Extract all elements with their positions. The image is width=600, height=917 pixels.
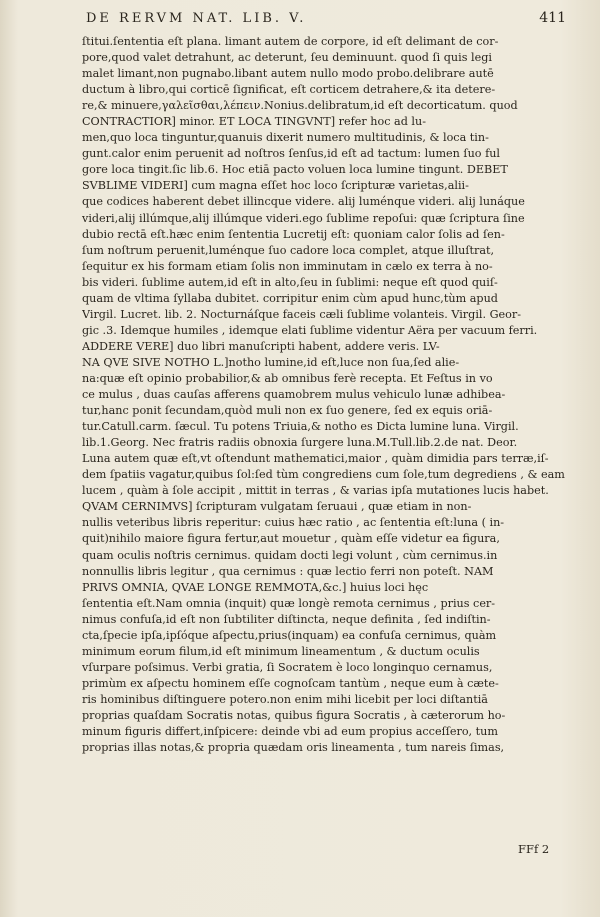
text-line: tur.Catull.carm. ſæcul. Tu potens Triuia,& notho es Dicta lumine luna. Virgil. (82, 420, 519, 434)
text-line: SVBLIME VIDERI] cum magna eſſet hoc loco ſcripturæ varietas,alii- (82, 179, 469, 193)
text-line: que codices haberent debet illincque videre. alij luménque videri. alij lunáque (82, 195, 525, 209)
text-line: re,& minuere,γαλεῖσθαι,λέπειν.Nonius.delibratum,id eſt decorticatum. quod (82, 99, 518, 113)
text-line: proprias quaſdam Socratis notas, quibus figura Socratis , à cæterorum ho- (82, 708, 506, 722)
text-line: dem ſpatiis vagatur,quibus ſol:ſed tùm congrediens cum ſole,tum degrediens , & eam (82, 468, 565, 482)
text-line: men,quo loca tinguntur,quanuis dixerit numero multitudinis, & loca tin- (82, 131, 489, 145)
text-line: ſum noſtrum peruenit,luménque ſuo cadore loca complet, atque illuſtrat, (82, 243, 495, 257)
text-line: gic .3. Idemque humiles , idemque elati ſublime videntur Aëra per vacuum ferri. (82, 323, 538, 337)
text-line: lucem , quàm à ſole accipit , mittit in terras , & varias ipſa mutationes lucis habet. (82, 484, 549, 498)
running-title: DE RERVM NAT. LIB. V. (86, 11, 307, 26)
text-line: quam oculis noſtris cernimus. quidam docti legi volunt , cùm cernimus.in (82, 548, 498, 562)
signature-mark: FFf 2 (518, 842, 550, 856)
text-line: minum figuris differt,inſpicere: deinde vbi ad eum propius acceſſero, tum (82, 725, 498, 739)
text-line: ris hominibus diſtinguere potero.non enim mihi licebit per loci diſtantiā (82, 692, 488, 706)
page-number: 411 (539, 10, 566, 26)
text-line: vſurpare poſsimus. Verbi gratia, ſi Socratem è loco longinquo cernamus, (82, 660, 493, 674)
text-line: quit)nihilo maiore figura fertur,aut mouetur , quàm eſſe videtur ea figura, (82, 532, 500, 546)
text-line: videri,alij illúmque,alij illúmque videri.ego ſublime repoſui: quæ ſcriptura ſine (82, 211, 525, 225)
text-line: cta,ſpecie ipſa,ipſóque aſpectu,prius(inquam) ea confuſa cernimus, quàm (82, 628, 497, 642)
text-line: ce mulus , duas cauſas afferens quamobrem mulus vehiculo lunæ adhibea- (82, 388, 506, 402)
text-line: nullis veteribus libris reperitur: cuius hæc ratio , ac ſententia eſt:luna ( in- (82, 516, 505, 530)
text-line: primùm ex aſpectu hominem eſſe cognoſcam tantùm , neque eum à cæte- (82, 676, 499, 690)
text-line: tur,hanc ponit ſecundam,quòd muli non ex ſuo genere, ſed ex equis oriā- (82, 404, 493, 418)
text-line: quam de vltima ſyllaba dubitet. corripitur enim cùm apud hunc,tùm apud (82, 291, 498, 305)
text-line: nimus confuſa,id eſt non ſubtiliter diſtincta, neque definita , ſed indiſtin- (82, 612, 491, 626)
text-line: proprias illas notas,& propria quædam oris lineamenta , tum nareis ſimas, (82, 741, 505, 755)
text-line: ductum à libro,qui corticē ſignificat, eſt corticem detrahere,& ita detere- (82, 83, 496, 97)
text-line: Luna autem quæ eſt,vt oſtendunt mathematici,maior , quàm dimidia pars terræ,iſ- (82, 452, 549, 466)
text-line: na:quæ eſt opinio probabilior,& ab omnibus ferè recepta. Et Feſtus in vo (82, 371, 493, 385)
text-line: malet limant,non pugnabo.libant autem nullo modo probo.delibrare autē (82, 67, 494, 81)
text-line: ſtitui.ſententia eſt plana. limant autem de corpore, id eſt delimant de cor- (82, 35, 499, 48)
text-line: ſententia eſt.Nam omnia (inquit) quæ longè remota cernimus , prius cer- (82, 596, 496, 610)
text-line: Virgil. Lucret. lib. 2. Nocturnáſque faceis cæli ſublime volanteis. Virgil. Geor- (82, 307, 522, 321)
text-line: gore loca tingit.ſic lib.6. Hoc etiā pacto voluen loca lumine tingunt. DEBET (82, 163, 508, 177)
commentary-text (82, 34, 576, 756)
text-line: NA QVE SIVE NOTHO L.]notho lumine,id eſt,luce non ſua,ſed alie- (82, 355, 460, 369)
text-line: pore,quod valet detrahunt, ac deterunt, ſeu deminuunt. quod ſi quis legi (82, 51, 492, 65)
text-line: bis videri. ſublime autem,id eſt in alto,ſeu in ſublimi: neque eſt quod quiſ- (82, 275, 498, 289)
text-line: nonnullis libris legitur , qua cernimus : quæ lectio ferri non poteſt. NAM (82, 564, 494, 578)
text-line: QVAM CERNIMVS] ſcripturam vulgatam ſeruaui , quæ etiam in non- (82, 500, 472, 514)
page-header (86, 10, 566, 32)
text-line: ADDERE VERE] duo libri manuſcripti habent, addere veris. LV- (82, 339, 440, 353)
text-line: ſequitur ex his formam etiam ſolis non imminutam in cælo ex terra à no- (82, 259, 493, 273)
text-line: lib.1.Georg. Nec fratris radiis obnoxia ſurgere luna.M.Tull.lib.2.de nat. Deor. (82, 436, 518, 450)
text-line: minimum eorum filum,id eſt minimum lineamentum , & ductum oculis (82, 644, 480, 658)
text-line: dubio rectā eſt.hæc enim ſententia Lucretij eſt: quoniam calor ſolis ad ſen- (82, 227, 505, 241)
text-line: CONTRACTIOR] minor. ET LOCA TINGVNT] refer hoc ad lu- (82, 115, 426, 129)
text-line: PRIVS OMNIA, QVAE LONGE REMMOTA,&c.] huius loci hęc (82, 580, 429, 594)
text-line: gunt.calor enim peruenit ad noſtros ſenſus,id eſt ad tactum: lumen ſuo ful (82, 147, 500, 161)
